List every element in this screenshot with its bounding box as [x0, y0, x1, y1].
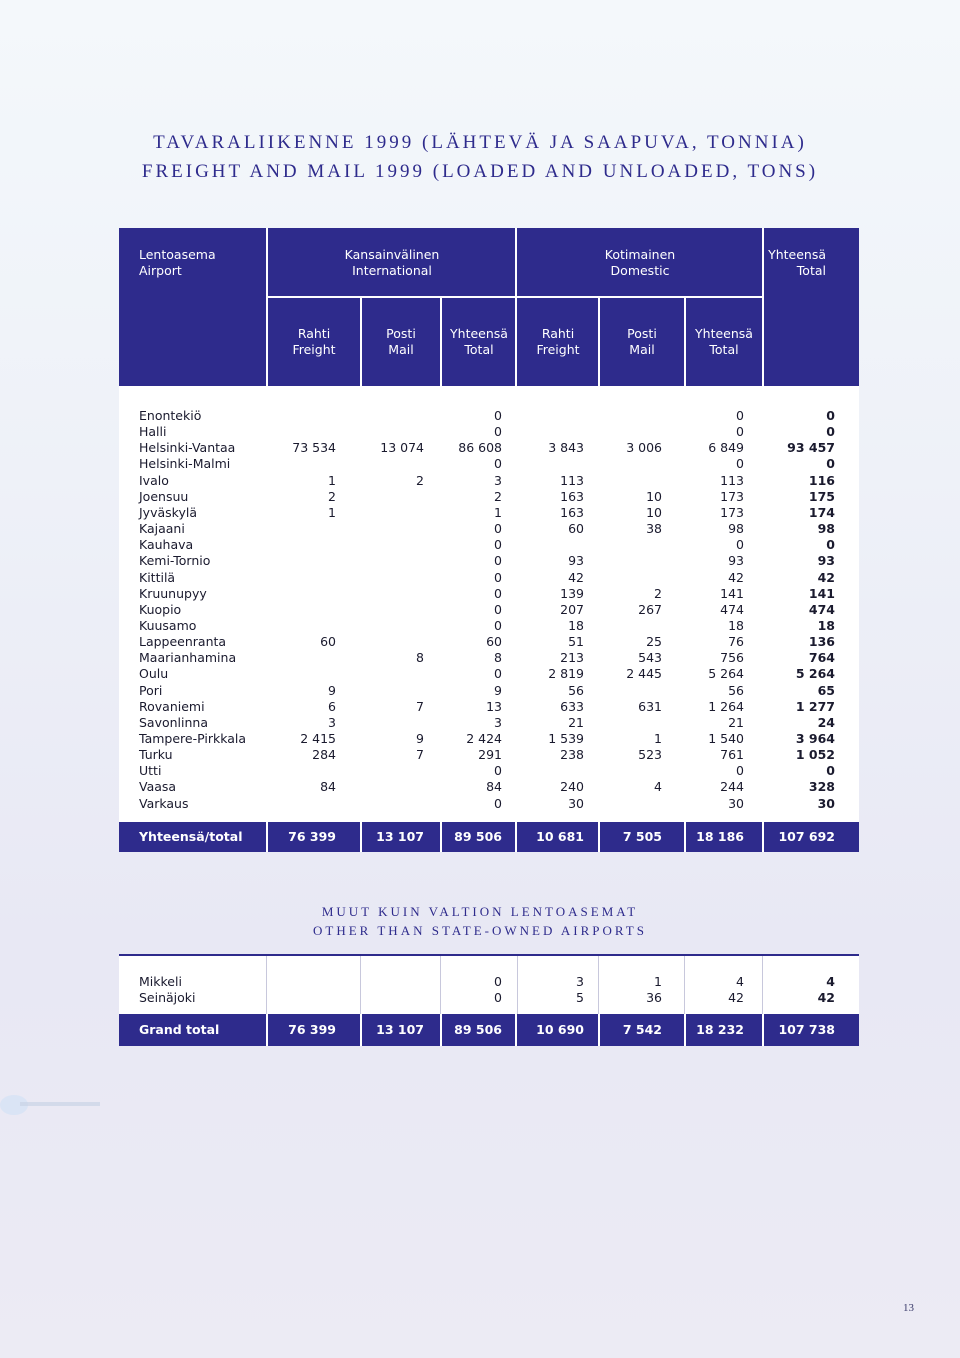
cell-value: 21 — [568, 714, 584, 730]
divider — [440, 1014, 442, 1046]
cell-value: 56 — [728, 682, 744, 698]
cell-value: 543 — [638, 650, 662, 666]
total-value: 89 506 — [454, 1022, 502, 1037]
divider — [684, 1014, 686, 1046]
cell-value: 173 — [720, 488, 744, 504]
cell-value: 9 — [494, 682, 502, 698]
cell-value: 238 — [560, 747, 584, 763]
total-value: 107 738 — [778, 1022, 835, 1037]
cell-value: 51 — [568, 634, 584, 650]
cell-value: 93 — [568, 553, 584, 569]
cell-value: 60 — [486, 634, 502, 650]
table-row — [119, 489, 859, 505]
cell-value: 141 — [808, 585, 835, 601]
cell-value: 3 — [494, 472, 502, 488]
cell-value: 1 277 — [795, 698, 835, 714]
table-body — [119, 386, 859, 824]
table-row — [119, 505, 859, 521]
cell-value: 10 — [646, 488, 662, 504]
cell-value: 5 264 — [708, 666, 744, 682]
cell-value: 9 — [328, 682, 336, 698]
airport-name: Oulu — [139, 666, 169, 682]
cell-value: 0 — [826, 456, 835, 472]
cell-value: 98 — [817, 521, 835, 537]
total-value: 18 232 — [696, 1022, 744, 1037]
cell-value: 0 — [494, 601, 502, 617]
cell-value: 0 — [494, 585, 502, 601]
cell-value: 5 264 — [795, 666, 835, 682]
airport-name: Kuusamo — [139, 617, 197, 633]
page-title-finnish: TAVARALIIKENNE 1999 (LÄHTEVÄ JA SAAPUVA, TONNIA) — [153, 132, 807, 153]
cell-value: 207 — [560, 601, 584, 617]
cell-value: 0 — [494, 795, 502, 811]
airport-name: Halli — [139, 424, 167, 440]
divider — [762, 228, 764, 386]
cell-value: 8 — [416, 650, 424, 666]
cell-value: 2 — [328, 488, 336, 504]
cell-value: 240 — [560, 779, 584, 795]
divider — [360, 956, 361, 1016]
airport-name: Kruunupyy — [139, 585, 207, 601]
divider — [360, 1014, 362, 1046]
header-dom-freight: Rahti Freight — [536, 326, 580, 357]
total-value: 107 692 — [778, 829, 835, 844]
airport-name: Ivalo — [139, 472, 169, 488]
cell-value: 36 — [646, 990, 662, 1006]
divider — [684, 956, 685, 1016]
cell-value: 113 — [560, 472, 584, 488]
cell-value: 0 — [494, 456, 502, 472]
cell-value: 163 — [560, 504, 584, 520]
header-dom-mail: Posti Mail — [627, 326, 657, 357]
airport-name: Rovaniemi — [139, 698, 205, 714]
table-row — [119, 424, 859, 440]
cell-value: 86 608 — [458, 440, 502, 456]
table-row — [119, 779, 859, 795]
header-int-mail: Posti Mail — [386, 326, 416, 357]
cell-value: 30 — [817, 795, 835, 811]
table-row — [119, 990, 859, 1006]
cell-value: 25 — [646, 634, 662, 650]
cell-value: 56 — [568, 682, 584, 698]
cell-value: 60 — [568, 521, 584, 537]
cell-value: 174 — [808, 504, 835, 520]
total-row — [119, 822, 859, 852]
table-row — [119, 731, 859, 747]
table-row — [119, 473, 859, 489]
divider — [684, 822, 686, 852]
divider — [598, 956, 599, 1016]
airport-name: Savonlinna — [139, 714, 209, 730]
cell-value: 42 — [728, 569, 744, 585]
cell-value: 761 — [720, 747, 744, 763]
cell-value: 1 — [654, 974, 662, 989]
cell-value: 13 — [486, 698, 502, 714]
total-value: 18 186 — [696, 829, 744, 844]
divider — [266, 296, 764, 298]
cell-value: 10 — [646, 504, 662, 520]
cell-value: 2 — [494, 488, 502, 504]
table-row — [119, 586, 859, 602]
cell-value: 4 — [654, 779, 662, 795]
table-row — [119, 521, 859, 537]
table-row — [119, 440, 859, 456]
header-int-total: Yhteensä Total — [450, 326, 508, 357]
total-value: 76 399 — [288, 829, 336, 844]
cell-value: 2 415 — [300, 731, 336, 746]
cell-value: 60 — [320, 634, 336, 650]
cell-value: 0 — [736, 537, 744, 553]
airport-name: Enontekiö — [139, 408, 202, 423]
airport-name: Tampere-Pirkkala — [139, 731, 247, 746]
cell-value: 3 964 — [795, 731, 835, 746]
divider — [684, 298, 686, 386]
cell-value: 3 — [576, 974, 584, 989]
total-value: 10 681 — [536, 829, 584, 844]
divider — [598, 1014, 600, 1046]
cell-value: 2 — [416, 472, 424, 488]
airport-name: Jyväskylä — [139, 504, 197, 520]
table-row — [119, 456, 859, 472]
cell-value: 6 — [328, 698, 336, 714]
cell-value: 65 — [817, 682, 835, 698]
total-value: 76 399 — [288, 1022, 336, 1037]
divider — [517, 956, 518, 1016]
cell-value: 21 — [728, 714, 744, 730]
divider — [360, 822, 362, 852]
section-title-finnish: MUUT KUIN VALTION LENTOASEMAT — [321, 904, 639, 919]
airport-name: Maarianhamina — [139, 650, 237, 666]
cell-value: 5 — [576, 990, 584, 1006]
cell-value: 38 — [646, 521, 662, 537]
cell-value: 764 — [808, 650, 835, 666]
cell-value: 136 — [808, 634, 835, 650]
cell-value: 98 — [728, 521, 744, 537]
divider — [598, 298, 600, 386]
table-row — [119, 634, 859, 650]
cell-value: 1 539 — [548, 731, 584, 746]
table-row — [119, 618, 859, 634]
header-domestic: Kotimainen Domestic — [604, 247, 676, 278]
airport-name: Helsinki-Malmi — [139, 456, 231, 472]
table-row — [119, 715, 859, 731]
cell-value: 163 — [560, 488, 584, 504]
cell-value: 0 — [736, 424, 744, 440]
cell-value: 3 — [328, 714, 336, 730]
divider — [762, 956, 763, 1016]
total-value: 7 505 — [622, 829, 662, 844]
table-row — [119, 796, 859, 812]
airport-name: Seinäjoki — [139, 990, 196, 1006]
cell-value: 18 — [728, 617, 744, 633]
cell-value: 9 — [416, 731, 424, 746]
cell-value: 93 — [728, 553, 744, 569]
cell-value: 93 — [817, 553, 835, 569]
cell-value: 7 — [416, 698, 424, 714]
cell-value: 633 — [560, 698, 584, 714]
table-row — [119, 537, 859, 553]
cell-value: 18 — [568, 617, 584, 633]
cell-value: 2 445 — [626, 666, 662, 682]
header-grand-total: Yhteensä Total — [768, 247, 826, 278]
total-label: Grand total — [139, 1022, 220, 1037]
cell-value: 0 — [736, 456, 744, 472]
airport-name: Kittilä — [139, 569, 176, 585]
cell-value: 42 — [817, 990, 835, 1006]
cell-value: 7 — [416, 747, 424, 763]
cell-value: 0 — [494, 569, 502, 585]
page-title-english: FREIGHT AND MAIL 1999 (LOADED AND UNLOADED, TONS) — [141, 161, 819, 182]
airport-name: Kuopio — [139, 601, 182, 617]
cell-value: 18 — [817, 617, 835, 633]
cell-value: 0 — [826, 424, 835, 440]
divider — [360, 298, 362, 386]
cell-value: 0 — [494, 990, 502, 1006]
airport-name: Lappeenranta — [139, 634, 227, 650]
cell-value: 1 — [328, 472, 336, 488]
table-row — [119, 666, 859, 682]
airport-name: Turku — [139, 747, 173, 763]
airport-name: Kauhava — [139, 537, 194, 553]
table-row — [119, 570, 859, 586]
cell-value: 3 006 — [626, 440, 662, 456]
cell-value: 474 — [720, 601, 744, 617]
cell-value: 42 — [728, 990, 744, 1006]
divider — [266, 1014, 268, 1046]
table-row — [119, 408, 859, 424]
cell-value: 13 074 — [380, 440, 424, 456]
cell-value: 173 — [720, 504, 744, 520]
cell-value: 84 — [486, 779, 502, 795]
cell-value: 2 424 — [466, 731, 502, 746]
table-row — [119, 650, 859, 666]
cell-value: 0 — [826, 537, 835, 553]
cell-value: 523 — [638, 747, 662, 763]
total-value: 7 542 — [622, 1022, 662, 1037]
divider — [515, 822, 517, 852]
page-number: 13 — [903, 1302, 914, 1314]
divider — [440, 956, 441, 1016]
airport-name: Mikkeli — [139, 974, 182, 989]
divider — [762, 1014, 764, 1046]
grand-total-row — [119, 1014, 859, 1046]
table-row — [119, 699, 859, 715]
airport-name: Joensuu — [139, 488, 189, 504]
cell-value: 113 — [720, 472, 744, 488]
table-row — [119, 747, 859, 763]
cell-value: 267 — [638, 601, 662, 617]
airport-name: Pori — [139, 682, 163, 698]
airport-name: Kajaani — [139, 521, 185, 537]
divider — [515, 228, 517, 386]
header-airport: Lentoasema Airport — [139, 247, 216, 278]
cell-value: 0 — [494, 537, 502, 553]
cell-value: 84 — [320, 779, 336, 795]
total-value: 13 107 — [376, 1022, 424, 1037]
cell-value: 244 — [720, 779, 744, 795]
table-row — [119, 683, 859, 699]
table-header — [119, 228, 859, 386]
cell-value: 0 — [494, 763, 502, 779]
header-dom-total: Yhteensä Total — [695, 326, 753, 357]
airport-name: Varkaus — [139, 795, 189, 811]
cell-value: 42 — [817, 569, 835, 585]
cell-value: 1 540 — [708, 731, 744, 746]
airport-name: Kemi-Tornio — [139, 553, 211, 569]
cell-value: 116 — [808, 472, 835, 488]
cell-value: 4 — [826, 974, 835, 989]
divider — [266, 956, 267, 1016]
cell-value: 93 457 — [787, 440, 835, 456]
cell-value: 1 — [654, 731, 662, 746]
cell-value: 4 — [736, 974, 744, 989]
section-title-english: OTHER THAN STATE-OWNED AIRPORTS — [313, 923, 647, 938]
airport-name: Vaasa — [139, 779, 177, 795]
cell-value: 756 — [720, 650, 744, 666]
divider — [515, 1014, 517, 1046]
table-row — [119, 763, 859, 779]
cell-value: 328 — [808, 779, 835, 795]
other-table-body — [119, 954, 859, 1016]
divider — [440, 298, 442, 386]
cell-value: 1 264 — [708, 698, 744, 714]
cell-value: 42 — [568, 569, 584, 585]
airport-name: Helsinki-Vantaa — [139, 440, 236, 456]
cell-value: 24 — [817, 714, 835, 730]
cell-value: 30 — [728, 795, 744, 811]
total-value: 10 690 — [536, 1022, 584, 1037]
cell-value: 6 849 — [708, 440, 744, 456]
cell-value: 1 052 — [795, 747, 835, 763]
cell-value: 2 — [654, 585, 662, 601]
table-row — [119, 602, 859, 618]
cell-value: 213 — [560, 650, 584, 666]
cell-value: 1 — [494, 504, 502, 520]
cell-value: 0 — [494, 521, 502, 537]
cell-value: 0 — [826, 763, 835, 779]
divider — [440, 822, 442, 852]
cell-value: 139 — [560, 585, 584, 601]
airplane-image — [0, 1085, 120, 1125]
total-value: 13 107 — [376, 829, 424, 844]
cell-value: 0 — [826, 408, 835, 423]
divider — [266, 822, 268, 852]
cell-value: 0 — [736, 408, 744, 423]
cell-value: 0 — [494, 666, 502, 682]
divider — [266, 228, 268, 386]
divider — [598, 822, 600, 852]
cell-value: 0 — [494, 553, 502, 569]
airport-name: Utti — [139, 763, 162, 779]
cell-value: 141 — [720, 585, 744, 601]
cell-value: 474 — [808, 601, 835, 617]
cell-value: 175 — [808, 488, 835, 504]
cell-value: 284 — [312, 747, 336, 763]
header-international: Kansainvälinen International — [344, 247, 440, 278]
cell-value: 73 534 — [292, 440, 336, 456]
cell-value: 3 — [494, 714, 502, 730]
cell-value: 2 819 — [548, 666, 584, 682]
cell-value: 0 — [494, 424, 502, 440]
cell-value: 0 — [494, 617, 502, 633]
table-row — [119, 553, 859, 569]
cell-value: 0 — [494, 974, 502, 989]
cell-value: 0 — [494, 408, 502, 423]
total-value: 89 506 — [454, 829, 502, 844]
cell-value: 1 — [328, 504, 336, 520]
total-label: Yhteensä/total — [139, 829, 243, 844]
cell-value: 631 — [638, 698, 662, 714]
divider — [762, 822, 764, 852]
cell-value: 8 — [494, 650, 502, 666]
header-int-freight: Rahti Freight — [292, 326, 336, 357]
cell-value: 30 — [568, 795, 584, 811]
cell-value: 0 — [736, 763, 744, 779]
cell-value: 291 — [478, 747, 502, 763]
cell-value: 3 843 — [548, 440, 584, 456]
cell-value: 76 — [728, 634, 744, 650]
table-row — [119, 974, 859, 990]
